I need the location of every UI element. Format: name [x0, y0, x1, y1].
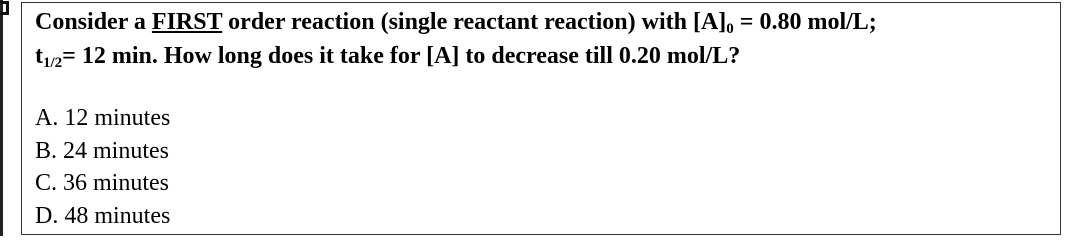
- option-a[interactable]: [35, 102, 170, 135]
- option-text: 24 minutes: [63, 137, 170, 164]
- question-line1-mid: order reaction (single reactant reaction) with [A]: [222, 9, 727, 35]
- question-text: [35, 7, 1055, 75]
- option-letter: A.: [35, 105, 59, 131]
- half-life-symbol: t: [35, 43, 43, 69]
- question-line1-start: Consider a: [35, 9, 152, 35]
- question-line1-end: = 0.80 mol/L;: [733, 9, 877, 35]
- question-box: [21, 2, 1061, 235]
- option-text: 36 minutes: [63, 170, 170, 196]
- question-number-glyph: [0, 1, 9, 15]
- option-d[interactable]: [35, 200, 170, 233]
- option-text: 48 minutes: [64, 202, 171, 229]
- option-letter: D.: [35, 202, 59, 229]
- option-b[interactable]: [35, 135, 170, 168]
- option-c[interactable]: [35, 167, 170, 200]
- emphasis-first: FIRST: [151, 9, 223, 35]
- question-number-marker: [0, 0, 22, 239]
- answer-options: [35, 102, 170, 232]
- option-text: 12 minutes: [64, 105, 171, 131]
- option-letter: B.: [35, 137, 58, 164]
- question-line2: = 12 min. How long does it take for [A] to decrease till 0.20 mol/L?: [62, 43, 741, 69]
- subscript-half: 1/2: [43, 55, 63, 71]
- subscript-zero: 0: [726, 21, 734, 37]
- option-letter: C.: [35, 170, 58, 196]
- margin-line: [0, 0, 3, 236]
